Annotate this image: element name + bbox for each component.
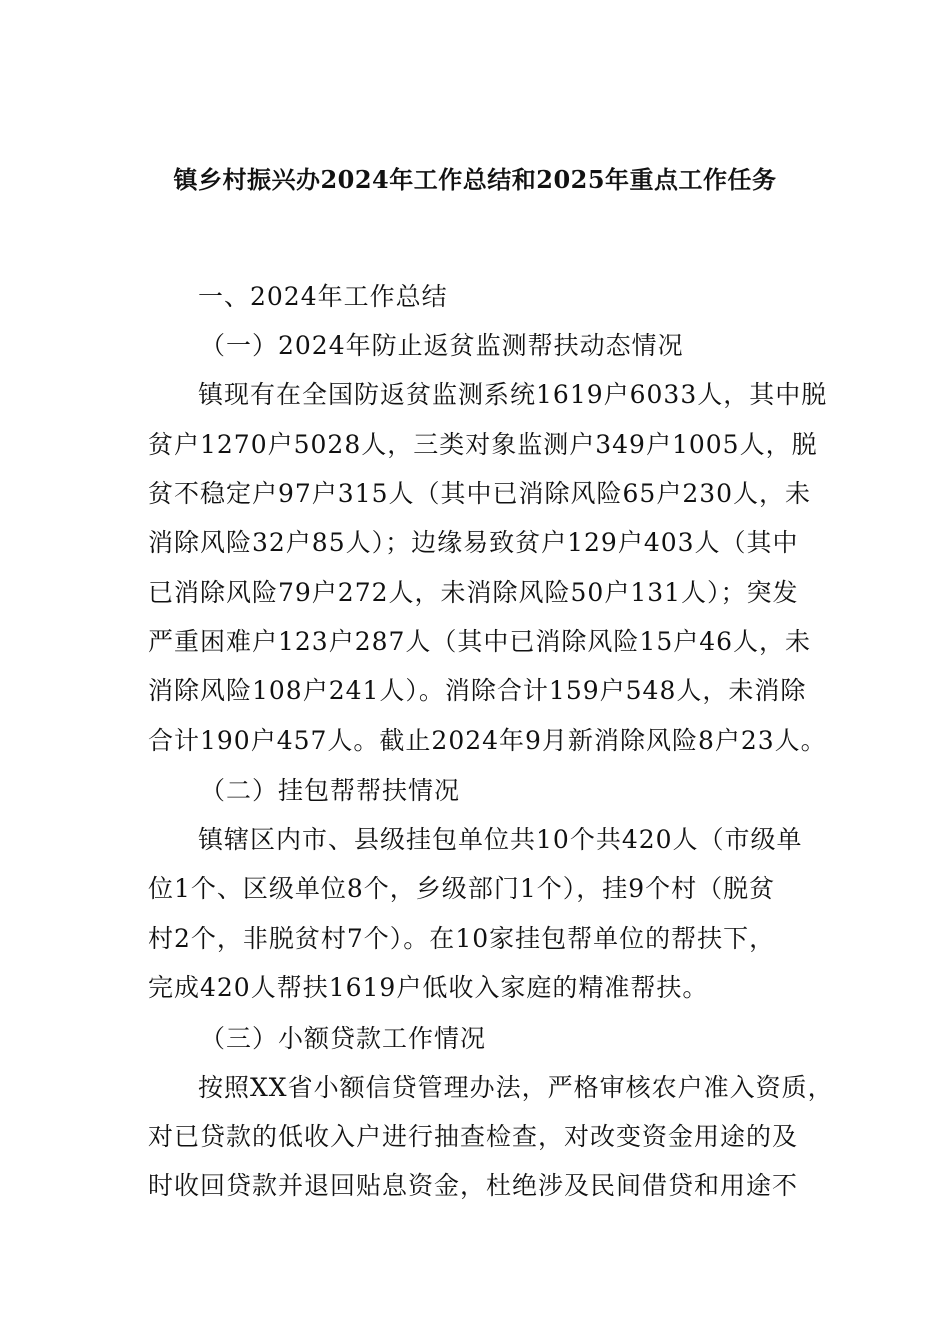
paragraph-line: 镇辖区内市、县级挂包单位共10个共420人（市级单	[198, 825, 803, 854]
paragraph-line: 按照XX省小额信贷管理办法，严格审核农户准入资质，	[198, 1073, 834, 1102]
paragraph-line: 完成420人帮扶1619户低收入家庭的精准帮扶。	[148, 973, 709, 1002]
paragraph-line: 时收回贷款并退回贴息资金，杜绝涉及民间借贷和用途不	[148, 1171, 799, 1200]
paragraph-line: 对已贷款的低收入户进行抽查检查，对改变资金用途的及	[148, 1122, 799, 1151]
paragraph-line: 消除风险32户85人）；边缘易致贫户129户403人（其中	[148, 528, 799, 557]
paragraph-line: 贫不稳定户97户315人（其中已消除风险65户230人，未	[148, 479, 812, 508]
section-heading-1: 一、2024年工作总结	[198, 282, 448, 311]
document-title: 镇乡村振兴办2024年工作总结和2025年重点工作任务	[173, 165, 777, 194]
paragraph-line: 合计190户457人。截止2024年9月新消除风险8户23人。	[148, 726, 827, 755]
paragraph-line: 村2个，非脱贫村7个）。在10家挂包帮单位的帮扶下，	[148, 924, 776, 953]
paragraph-line: 严重困难户123户287人（其中已消除风险15户46人，未	[148, 627, 812, 656]
paragraph-line: 消除风险108户241人）。消除合计159户548人，未消除	[148, 676, 807, 705]
paragraph-line: 已消除风险79户272人，未消除风险50户131人）；突发	[148, 578, 799, 607]
paragraph-line: 位1个、区级单位8个，乡级部门1个），挂9个村（脱贫	[148, 874, 776, 903]
subsection-heading-1: （一）2024年防止返贫监测帮扶动态情况	[200, 331, 684, 360]
subsection-heading-3: （三）小额贷款工作情况	[200, 1024, 487, 1053]
subsection-heading-2: （二）挂包帮帮扶情况	[200, 776, 461, 805]
paragraph-line: 镇现有在全国防返贫监测系统1619户6033人，其中脱	[198, 380, 828, 409]
paragraph-line: 贫户1270户5028人，三类对象监测户349户1005人，脱	[148, 430, 818, 459]
